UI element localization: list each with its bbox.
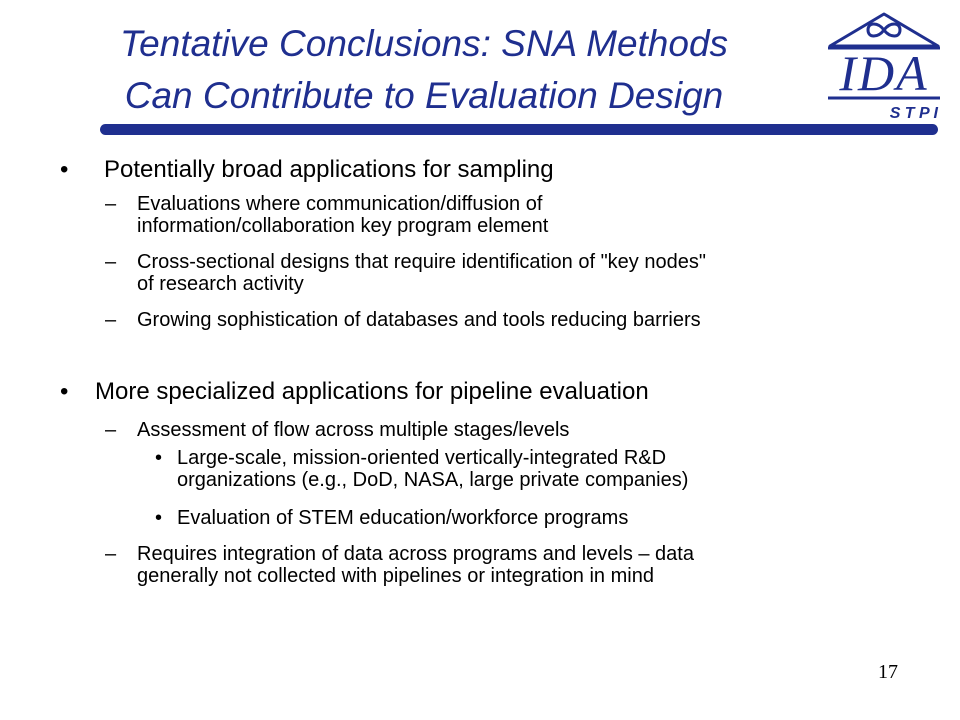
- sub-bullet-dash: –: [105, 419, 117, 441]
- sub-bullet-1-2-line-1: Cross-sectional designs that require identification of "key nodes": [137, 251, 706, 273]
- bullet-dot: •: [60, 156, 69, 183]
- slide-title-line-2: Can Contribute to Evaluation Design: [124, 75, 724, 116]
- sub-sub-bullet-dot: •: [155, 507, 163, 529]
- logo-letters: IDA: [839, 45, 929, 101]
- sub-bullet-1-3-line-1: Growing sophistication of databases and tools reducing barriers: [137, 309, 701, 331]
- bullet-dot: •: [60, 378, 69, 405]
- sub-bullet-dash: –: [105, 193, 117, 215]
- sub-bullet-dash: –: [105, 309, 117, 331]
- title-rule: [100, 124, 938, 135]
- sub-bullet-2-1-line-1: Assessment of flow across multiple stages/levels: [137, 419, 570, 441]
- bullet-1-text: Potentially broad applications for sampling: [104, 156, 554, 183]
- sub-bullet-2-2-line-1: Requires integration of data across programs and levels – data: [137, 543, 694, 565]
- sub-bullet-1-1-line-2: information/collaboration key program element: [137, 215, 549, 237]
- bullet-2-text: More specialized applications for pipeline evaluation: [95, 378, 649, 405]
- sub-bullet-1-2-line-2: of research activity: [137, 273, 304, 295]
- slide-title-line-1: Tentative Conclusions: SNA Methods: [119, 23, 729, 64]
- infinity-icon: [868, 24, 900, 36]
- sub-sub-bullet-2-1-1-line-1: Large-scale, mission-oriented vertically-integrated R&D: [177, 447, 667, 469]
- sub-bullet-dash: –: [105, 251, 117, 273]
- sub-bullet-2-2-line-2: generally not collected with pipelines or integration in mind: [137, 565, 654, 587]
- sub-sub-bullet-2-1-1-line-2: organizations (e.g., DoD, NASA, large private companies): [177, 469, 689, 491]
- ida-logo: [822, 8, 946, 128]
- sub-sub-bullet-2-1-2-line-1: Evaluation of STEM education/workforce programs: [177, 507, 629, 529]
- sub-sub-bullet-dot: •: [155, 447, 163, 469]
- sub-bullet-dash: –: [105, 543, 117, 565]
- sub-bullet-1-1-line-1: Evaluations where communication/diffusion of: [137, 193, 543, 215]
- page-number: 17: [878, 661, 898, 683]
- logo-subtitle: S T P I: [889, 105, 938, 122]
